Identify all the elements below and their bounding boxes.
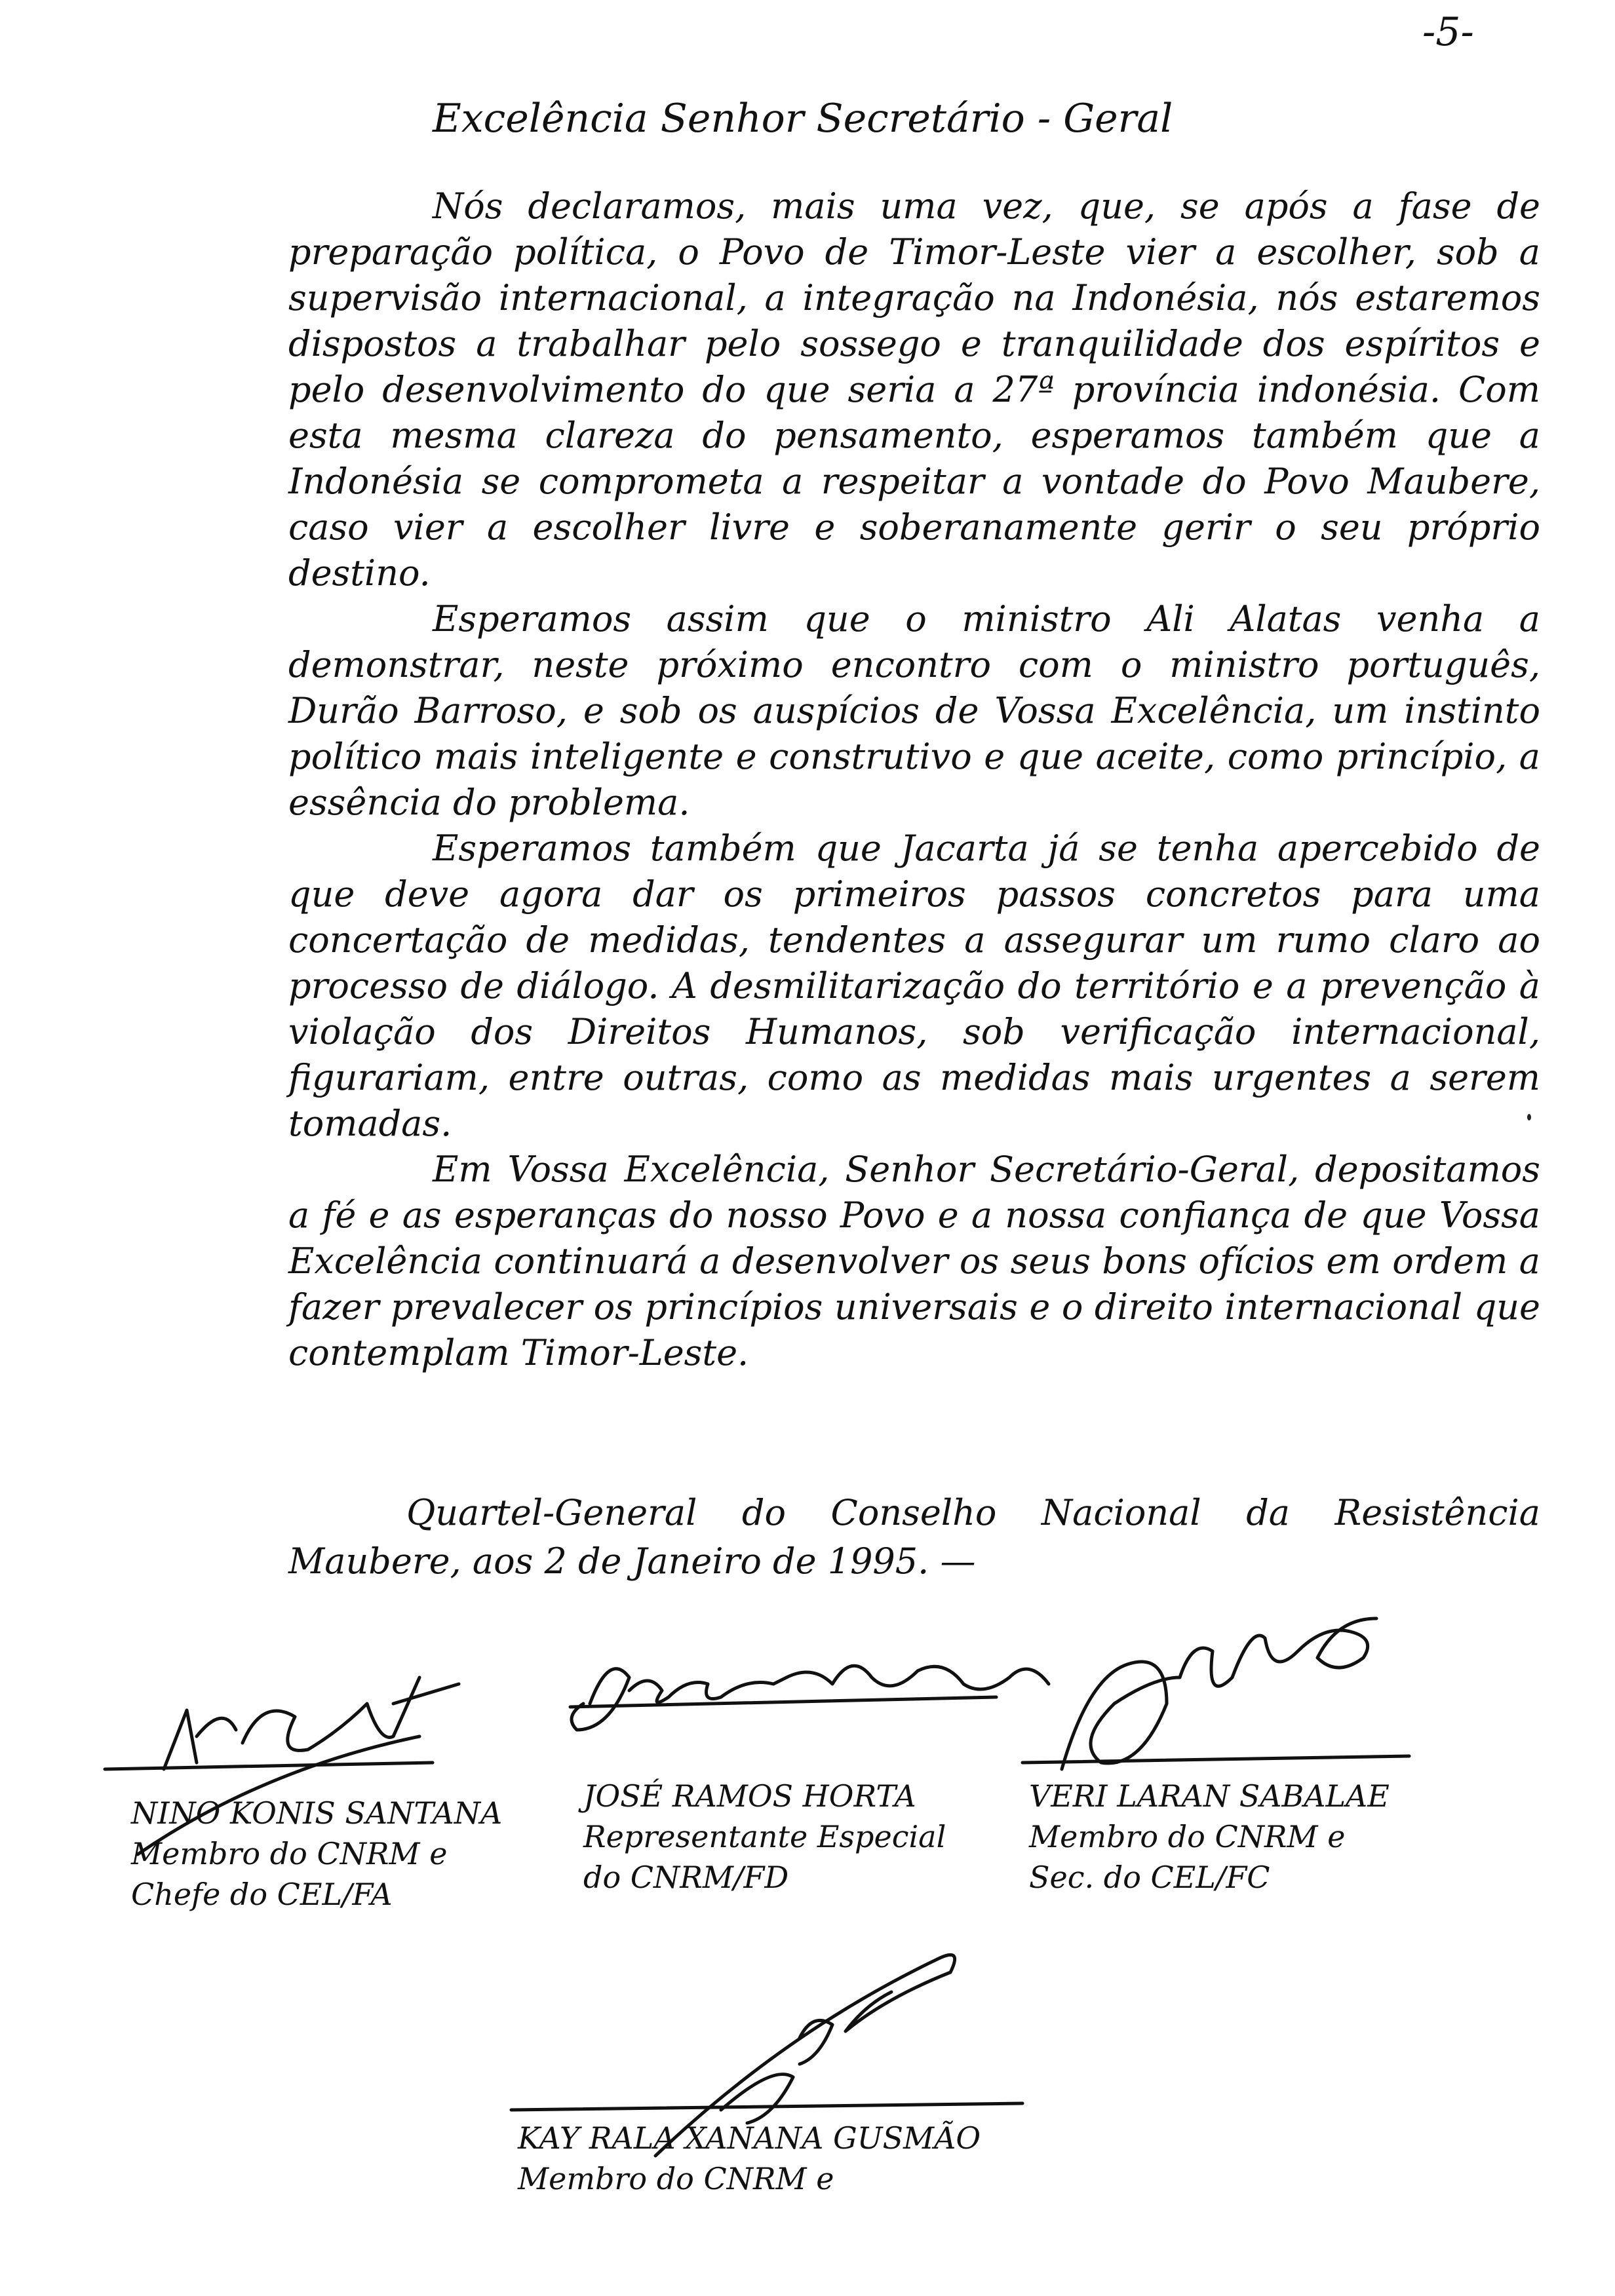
signatory-4	[518, 2118, 981, 2199]
signatory-3-name: VERI LARAN SABALAE	[1029, 1778, 1390, 1814]
signatory-3	[1029, 1776, 1390, 1898]
signatory-1-role: Membro do CNRM e	[131, 1836, 448, 1871]
signature-3	[1062, 1618, 1376, 1769]
page-number: -5-	[1422, 9, 1474, 55]
paragraph: Em Vossa Excelência, Senhor Secretário-Geral, depositamos a fé e as esperanças do nosso Povo e a nossa confiança de que Vossa Excelência continuará a desenvolver os seus bons ofícios em ordem a fazer prevalecer os princípios universais e o direito internacional que contemplam Timor-Leste.	[288, 1149, 1540, 1373]
signatory-1	[131, 1793, 502, 1915]
signatory-1-title: Chefe do CEL/FA	[131, 1877, 393, 1912]
signature-4-underline	[511, 2103, 1022, 2110]
signatory-1-name: NINO KONIS SANTANA	[131, 1795, 503, 1831]
signatory-2-role: Representante Especial	[583, 1819, 946, 1854]
signatory-4-role: Membro do CNRM e	[518, 2161, 834, 2196]
paragraph: Esperamos também que Jacarta já se tenha apercebido de que deve agora dar os primeiros passos concretos para uma concertação de medidas, tendentes a assegurar um rumo claro ao processo de diálogo. A desmilitarização do território e a prevenção à violação dos Direitos Humanos, sob verificação internacional, figurariam, entre outras, como as medidas mais urgentes a serem tomadas.	[288, 828, 1540, 1144]
signature-2-underline	[570, 1697, 996, 1707]
signatory-3-title: Sec. do CEL/FC	[1029, 1860, 1270, 1895]
paragraph: Nós declaramos, mais uma vez, que, se após a fase de preparação política, o Povo de Timor-Leste vier a escolher, sob a supervisão internacional, a integração na Indonésia, nós estaremos dispostos a trabalhar pelo sossego e tranquilidade dos espíritos e pelo desenvolvimento do que seria a 27ª província indonésia. Com esta mesma clareza do pensamento, esperamos também que a Indonésia se comprometa a respeitar a vontade do Povo Maubere, caso vier a escolher livre e soberanamente gerir o seu próprio destino.	[288, 185, 1540, 594]
salutation: Excelência Senhor Secretário - Geral	[433, 96, 1173, 142]
signatory-3-role: Membro do CNRM e	[1029, 1819, 1346, 1854]
paragraph: Esperamos assim que o ministro Ali Alatas venha a demonstrar, neste próximo encontro com o ministro português, Durão Barroso, e sob os auspícios de Vossa Excelência, um instinto político mais inteligente e construtivo e que aceite, como princípio, a essência do problema.	[288, 598, 1540, 823]
signatory-4-name: KAY RALA XANANA GUSMÃO	[518, 2120, 981, 2156]
signatory-2-title: do CNRM/FD	[583, 1860, 789, 1895]
signature-3-underline	[1022, 1756, 1409, 1763]
scan-speck	[1527, 1114, 1531, 1120]
signature-1	[105, 1677, 459, 1769]
signatory-2-name: JOSÉ RAMOS HORTA	[583, 1778, 916, 1814]
signatory-2	[583, 1776, 946, 1898]
place-date: Quartel-General do Conselho Nacional da Resistência Maubere, aos 2 de Janeiro de 1995. —	[288, 1492, 1540, 1582]
